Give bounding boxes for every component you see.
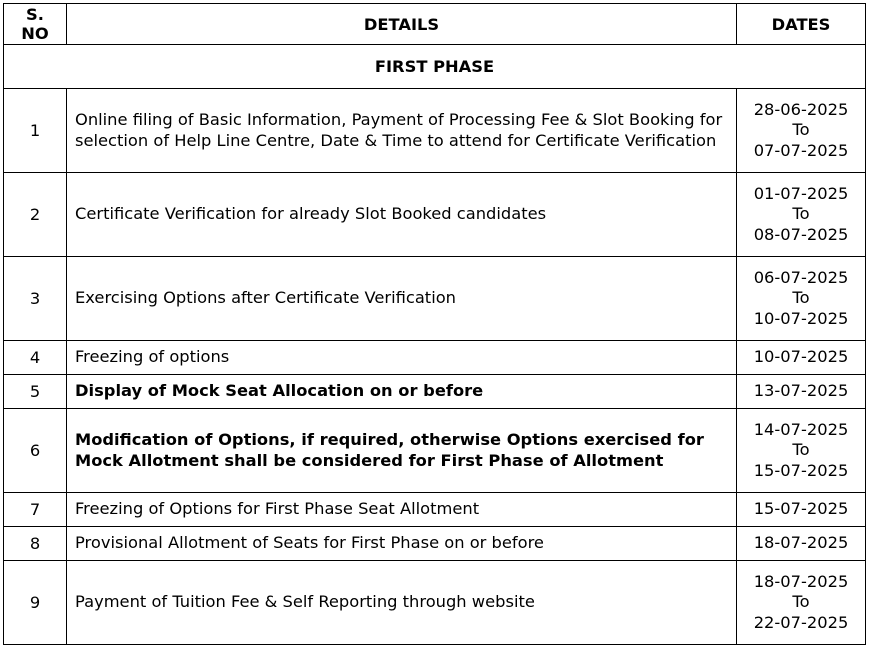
date-to: 10-07-2025 <box>753 308 849 328</box>
date-from: 01-07-2025 <box>753 183 849 203</box>
date-to-label: To <box>792 440 810 460</box>
header-details: DETAILS <box>67 4 737 45</box>
row-details: Freezing of Options for First Phase Seat Allotment <box>67 493 737 527</box>
schedule-table <box>3 3 866 645</box>
row-details: Online filing of Basic Information, Payment of Processing Fee & Slot Booking for selection of Help Line Centre, Date & Time to attend for Certificate Verification <box>67 89 737 173</box>
row-sno: 8 <box>4 527 67 561</box>
row-sno: 5 <box>4 375 67 409</box>
table-row <box>4 493 866 527</box>
header-dates: DATES <box>737 4 866 45</box>
row-date: 10-07-2025 <box>737 341 866 375</box>
row-date: 15-07-2025 <box>737 493 866 527</box>
row-details: Freezing of options <box>67 341 737 375</box>
date-to-label: To <box>792 592 810 612</box>
table-row <box>4 527 866 561</box>
row-sno: 7 <box>4 493 67 527</box>
table-row <box>4 257 866 341</box>
row-sno: 2 <box>4 173 67 257</box>
row-sno: 4 <box>4 341 67 375</box>
table-row <box>4 375 866 409</box>
row-date-range <box>737 561 866 645</box>
table-row <box>4 561 866 645</box>
table-row <box>4 89 866 173</box>
row-details: Payment of Tuition Fee & Self Reporting through website <box>67 561 737 645</box>
row-date: 13-07-2025 <box>737 375 866 409</box>
phase-row <box>4 45 866 89</box>
row-sno: 6 <box>4 409 67 493</box>
row-date-range <box>737 173 866 257</box>
date-to: 08-07-2025 <box>753 224 849 244</box>
row-sno: 1 <box>4 89 67 173</box>
date-to-label: To <box>792 204 810 224</box>
row-details: Exercising Options after Certificate Verification <box>67 257 737 341</box>
date-to-label: To <box>792 120 810 140</box>
table-row <box>4 409 866 493</box>
table-row <box>4 341 866 375</box>
row-date-range <box>737 257 866 341</box>
row-details: Certificate Verification for already Slot Booked candidates <box>67 173 737 257</box>
date-to: 22-07-2025 <box>753 612 849 632</box>
row-details: Modification of Options, if required, otherwise Options exercised for Mock Allotment shall be considered for First Phase of Allotment <box>67 409 737 493</box>
date-from: 18-07-2025 <box>753 571 849 591</box>
row-details: Display of Mock Seat Allocation on or before <box>67 375 737 409</box>
header-sno-line2: NO <box>21 24 49 43</box>
date-from: 14-07-2025 <box>753 419 849 439</box>
phase-title: FIRST PHASE <box>4 45 866 89</box>
table-header-row <box>4 4 866 45</box>
row-date: 18-07-2025 <box>737 527 866 561</box>
row-date-range <box>737 89 866 173</box>
row-details: Provisional Allotment of Seats for First Phase on or before <box>67 527 737 561</box>
date-to-label: To <box>792 288 810 308</box>
date-from: 06-07-2025 <box>753 267 849 287</box>
date-from: 28-06-2025 <box>753 99 849 119</box>
header-sno <box>4 4 67 45</box>
table-row <box>4 173 866 257</box>
date-to: 07-07-2025 <box>753 140 849 160</box>
header-sno-line1: S. <box>26 5 44 24</box>
row-sno: 3 <box>4 257 67 341</box>
row-sno: 9 <box>4 561 67 645</box>
row-date-range <box>737 409 866 493</box>
date-to: 15-07-2025 <box>753 460 849 480</box>
